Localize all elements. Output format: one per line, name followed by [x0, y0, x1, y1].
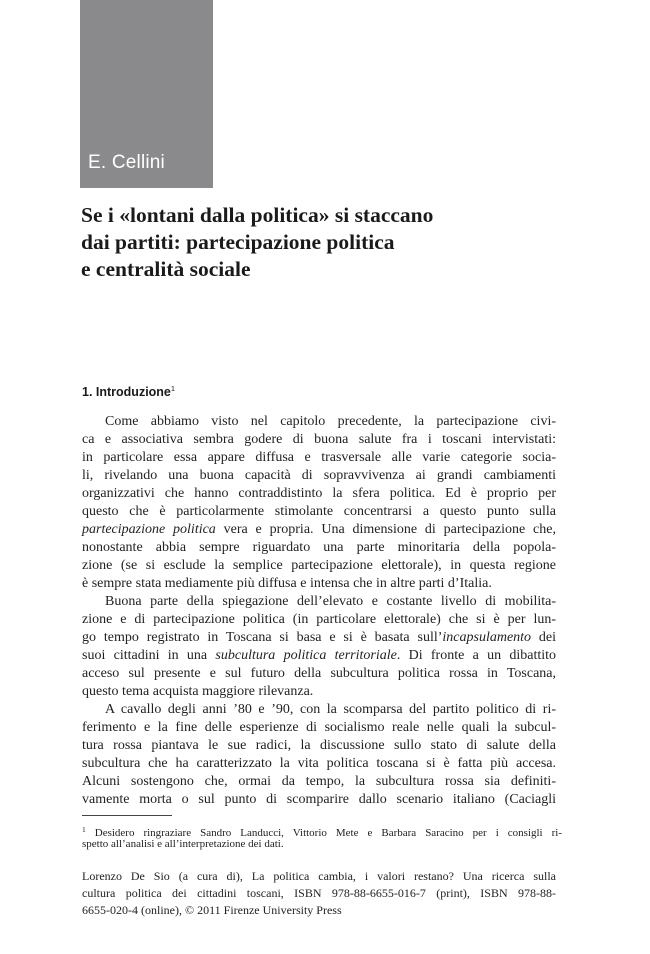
- footnote-divider: [82, 815, 172, 816]
- text-line: questo che è particolarmente stimolante concentrarsi a questo punto sulla: [82, 504, 556, 519]
- citation-line: Lorenzo De Sio (a cura di), La politica cambia, i valori restano? Una ricerca sulla: [82, 869, 556, 883]
- body-text: [82, 413, 556, 809]
- text-line: ca e associativa sembra godere di buona salute fra i toscani intervistati:: [82, 432, 556, 447]
- book-citation: [82, 868, 556, 919]
- italic-term: subcultura politica territoriale: [215, 648, 397, 663]
- text-line: organizzativi che hanno contraddistinto la sfera politica. Ed è proprio per: [82, 486, 556, 501]
- text-line: zione (se si esclude la semplice partecipazione elettorale), in questa regione: [82, 558, 556, 573]
- footnote-text: Desidero ringraziare Sandro Landucci, Vittorio Mete e Barbara Saracino per i consigli ri-: [94, 827, 562, 839]
- citation-line: 6655-020-4 (online), © 2011 Firenze University Press: [82, 903, 342, 917]
- section-heading-text: 1. Introduzione: [82, 385, 171, 399]
- title-line: Se i «lontani dalla politica» si staccano: [81, 203, 434, 227]
- footnote: [82, 822, 562, 852]
- footnote-line: [82, 822, 562, 837]
- text-line: li, rivelando una buona capacità di sopravvivenza ai grandi cambiamenti: [82, 468, 556, 483]
- italic-term: incapsulamento: [442, 630, 532, 645]
- text-line: in particolare essa appare diffusa e trasversale alle varie categorie socia-: [82, 450, 556, 465]
- paragraph-3: [82, 701, 556, 809]
- text-line: Come abbiamo visto nel capitolo precedente, la partecipazione civi-: [105, 414, 556, 429]
- text-line: Alcuni sostengono che, ormai da tempo, la subcultura rossa sia definiti-: [82, 774, 556, 789]
- citation-line: cultura politica dei cittadini toscani, ISBN 978-88-6655-016-7 (print), ISBN 978-88-: [82, 886, 556, 900]
- title-line: dai partiti: partecipazione politica: [81, 230, 395, 254]
- text-line: acceso sul presente e sul futuro della subcultura politica rossa in Toscana,: [82, 666, 556, 681]
- text-line: è sempre stata mediamente più diffusa e intensa che in altre parti d’Italia.: [82, 576, 492, 591]
- text-run: dei: [531, 630, 557, 645]
- title-line: e centralità sociale: [81, 257, 251, 281]
- text-line: Buona parte della spiegazione dell’elevato e costante livello di mobilita-: [105, 594, 556, 609]
- text-line: ferimento e la fine delle esperienze di socialismo reale nelle quali la subcul-: [82, 720, 556, 735]
- author-header-box: [80, 0, 213, 188]
- text-line: A cavallo degli anni ’80 e ’90, con la scomparsa del partito politico di ri-: [105, 702, 556, 717]
- text-line: vamente morta o sul punto di scomparire dallo scenario italiano (Caciagli: [82, 792, 556, 807]
- text-line: tura rossa piantava le sue radici, la discussione sullo stato di salute della: [82, 738, 556, 753]
- text-line: [82, 629, 556, 647]
- text-run: . Di fronte a un dibattito: [396, 648, 556, 663]
- text-line: questo tema acquista maggiore rilevanza.: [82, 684, 314, 699]
- chapter-title: [81, 202, 601, 283]
- text-line: [82, 521, 556, 539]
- paragraph-2: [82, 593, 556, 701]
- author-name: E. Cellini: [88, 152, 165, 173]
- text-line: subcultura che ha caratterizzato la vita politica toscana si è fatta più accesa.: [82, 756, 556, 771]
- footnote-line: spetto all’analisi e all’interpretazione dei dati.: [82, 838, 284, 850]
- text-run: go tempo registrato in Toscana si basa e si è basata sull’: [82, 630, 443, 645]
- section-heading: [82, 384, 175, 399]
- italic-term: partecipazione politica: [82, 522, 216, 537]
- paragraph-1: [82, 413, 556, 593]
- text-line: [82, 647, 556, 665]
- footnote-number: 1: [82, 825, 86, 834]
- text-line: zione e di partecipazione politica (in particolare elettorale) che si è per lun-: [82, 612, 556, 627]
- footnote-reference[interactable]: 1: [170, 384, 176, 393]
- text-line: nonostante abbia sempre riguardato una parte minoritaria della popola-: [82, 540, 556, 555]
- text-run: suoi cittadini in una: [82, 648, 216, 663]
- text-run: vera e propria. Una dimensione di partecipazione che,: [215, 522, 556, 537]
